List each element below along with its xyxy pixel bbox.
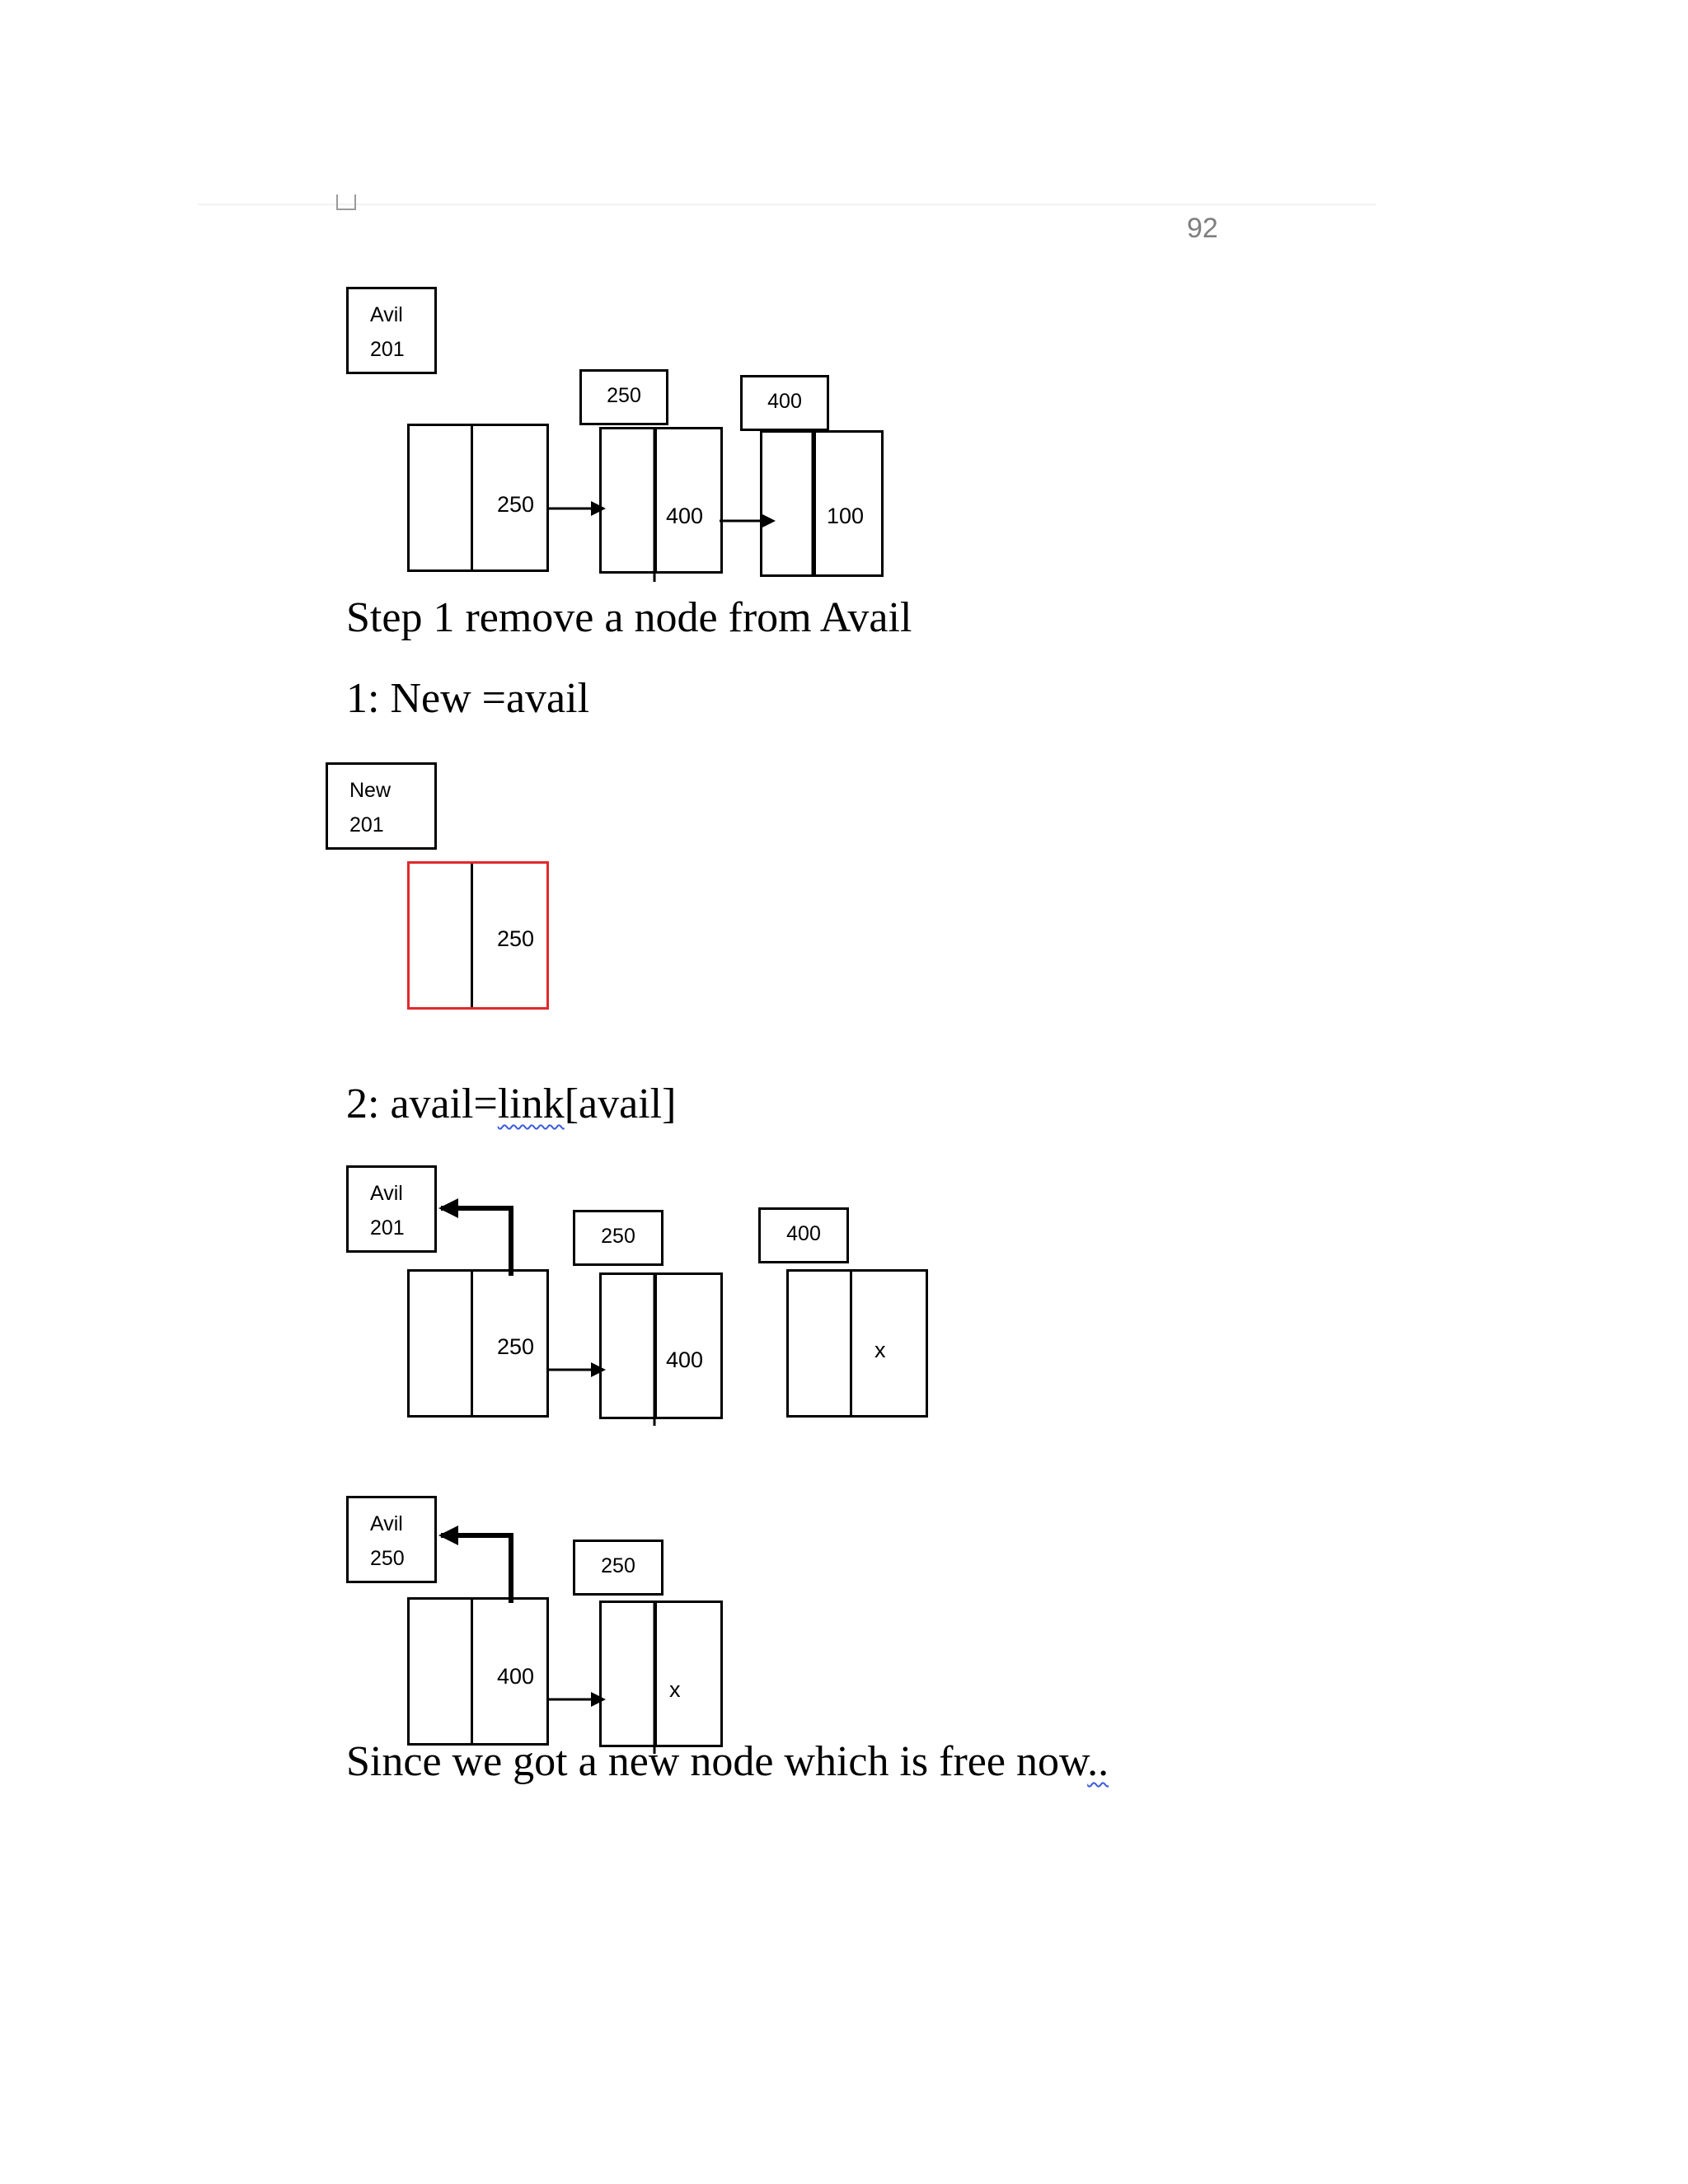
avail-box-value: 201	[370, 338, 405, 361]
page-number: 92	[1187, 213, 1218, 244]
node-link-value: x	[874, 1338, 886, 1362]
avail-box-value: 201	[370, 1216, 405, 1240]
step1-line: 1: New =avail	[346, 675, 590, 722]
node-link-value: 250	[497, 926, 535, 951]
node-link-value: 400	[497, 1664, 535, 1689]
closing-trail: ..	[1087, 1738, 1109, 1785]
step2-prefix: 2: avail=	[346, 1080, 498, 1127]
avail-box-label: Avil	[370, 303, 403, 326]
address-label: 400	[758, 1207, 849, 1263]
address-label: 400	[740, 375, 829, 431]
node-link-value: 400	[666, 504, 704, 528]
address-label: 250	[573, 1210, 663, 1266]
node-link-value: 400	[666, 1347, 704, 1372]
avail-box-value: 250	[370, 1547, 405, 1570]
avail-box-label: Avil	[370, 1182, 403, 1205]
address-label: 250	[573, 1540, 663, 1596]
new-box-value: 201	[349, 813, 384, 837]
node-link-value: 100	[827, 504, 865, 528]
closing-text: Since we got a new node which is free now	[346, 1738, 1088, 1785]
address-label: 250	[579, 369, 668, 425]
avail-update-arrow	[441, 1535, 511, 1603]
new-box-label: New	[349, 779, 392, 802]
step2-suffix: [avail]	[564, 1080, 677, 1127]
node-link-value: x	[669, 1677, 681, 1702]
node-link-value: 250	[497, 492, 535, 517]
node-link-value: 250	[497, 1334, 535, 1359]
avail-box-label: Avil	[370, 1512, 403, 1535]
avail-update-arrow	[441, 1208, 511, 1276]
step1-heading: Step 1 remove a node from Avail	[346, 594, 912, 641]
step2-link-word: link	[497, 1080, 565, 1127]
